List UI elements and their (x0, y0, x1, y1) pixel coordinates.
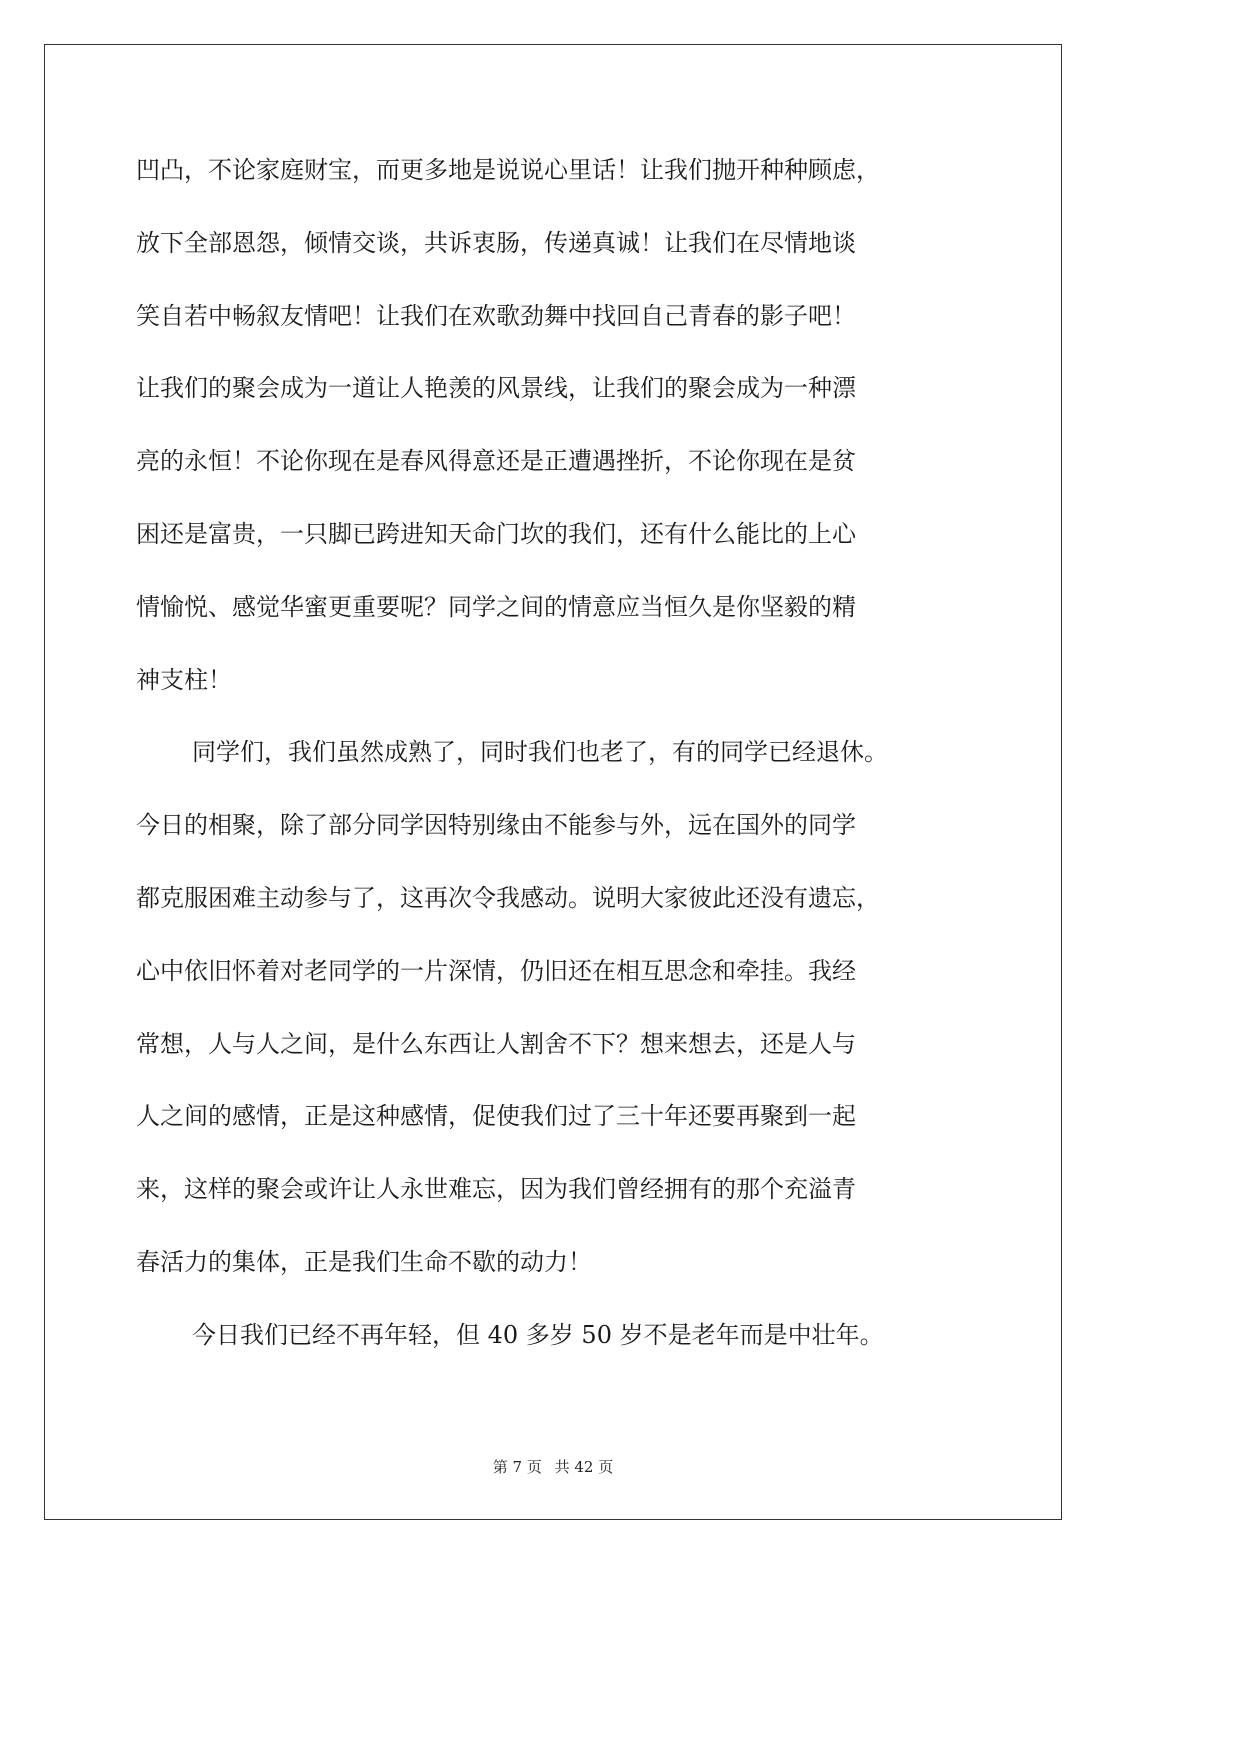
text-line: 来，这样的聚会或许让人永世难忘，因为我们曾经拥有的那个充溢青 (136, 1175, 856, 1204)
text-line: 常想，人与人之间，是什么东西让人割舍不下？想来想去，还是人与 (136, 1029, 856, 1058)
text-line: 今日的相聚，除了部分同学因特别缘由不能参与外，远在国外的同学 (136, 811, 856, 840)
text-line: 都克服困难主动参与了，这再次令我感动。说明大家彼此还没有遗忘， (136, 883, 880, 912)
text-line: 今日我们已经不再年轻，但 40 多岁 50 岁不是老年而是中壮年。 (192, 1320, 884, 1349)
text-line: 让我们的聚会成为一道让人艳羡的风景线，让我们的聚会成为一种漂 (136, 374, 856, 403)
page-total: 共 42 页 (554, 1458, 614, 1476)
text-line: 春活力的集体，正是我们生命不歇的动力！ (136, 1247, 592, 1276)
text-line: 神支柱！ (136, 665, 232, 694)
text-line: 人之间的感情，正是这种感情，促使我们过了三十年还要再聚到一起 (136, 1102, 856, 1131)
text-line: 凹凸，不论家庭财宝，而更多地是说说心里话！让我们抛开种种顾虑， (136, 156, 880, 184)
page-footer (0, 1456, 1106, 1477)
page-number: 第 7 页 (492, 1458, 542, 1476)
text-line: 同学们，我们虽然成熟了，同时我们也老了，有的同学已经退休。 (192, 738, 888, 767)
text-line: 笑自若中畅叙友情吧！让我们在欢歌劲舞中找回自己青春的影子吧！ (136, 301, 856, 330)
text-line: 困还是富贵，一只脚已跨进知天命门坎的我们，还有什么能比的上心 (136, 519, 856, 548)
text-line: 心中依旧怀着对老同学的一片深情，仍旧还在相互思念和牵挂。我经 (136, 956, 856, 985)
text-line: 放下全部恩怨，倾情交谈，共诉衷肠，传递真诚！让我们在尽情地谈 (136, 228, 856, 257)
text-line: 亮的永恒！不论你现在是春风得意还是正遭遇挫折，不论你现在是贫 (136, 447, 856, 476)
text-line: 情愉悦、感觉华蜜更重要呢？同学之间的情意应当恒久是你坚毅的精 (136, 592, 856, 621)
document-body (136, 150, 996, 1388)
